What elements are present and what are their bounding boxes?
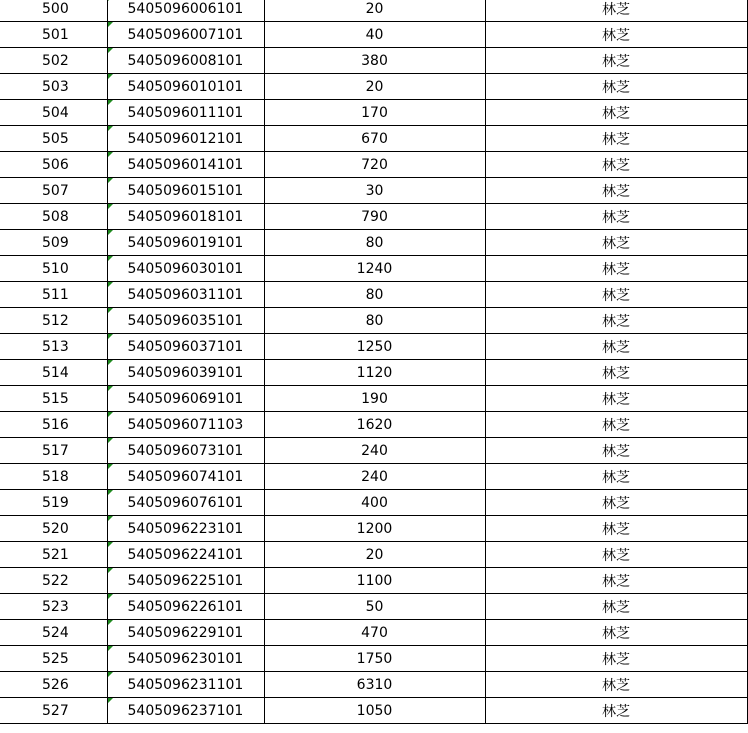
code-text: 5405096018101 <box>127 208 244 225</box>
code-cell[interactable] <box>107 152 264 178</box>
text-format-indicator-icon <box>108 646 113 651</box>
text-format-indicator-icon <box>108 672 113 677</box>
text-format-indicator-icon <box>108 0 113 1</box>
code-cell[interactable] <box>107 360 264 386</box>
code-text: 5405096074101 <box>127 468 244 485</box>
code-text: 5405096229101 <box>127 624 244 641</box>
amount-cell[interactable]: 40 <box>264 22 485 48</box>
table-row <box>0 0 747 22</box>
location-cell[interactable]: 林芝 <box>485 672 747 698</box>
table-row <box>0 516 747 542</box>
code-text: 5405096224101 <box>127 546 244 563</box>
location-cell[interactable]: 林芝 <box>485 74 747 100</box>
code-text: 5405096069101 <box>127 390 244 407</box>
code-text: 5405096008101 <box>127 52 244 69</box>
location-cell[interactable]: 林芝 <box>485 438 747 464</box>
row-index-cell[interactable]: 519 <box>0 490 107 516</box>
text-format-indicator-icon <box>108 490 113 495</box>
table-row <box>0 282 747 308</box>
amount-cell[interactable]: 30 <box>264 178 485 204</box>
location-cell[interactable]: 林芝 <box>485 464 747 490</box>
row-index-cell[interactable]: 512 <box>0 308 107 334</box>
row-index-cell[interactable]: 517 <box>0 438 107 464</box>
location-cell[interactable]: 林芝 <box>485 334 747 360</box>
row-index-cell[interactable]: 505 <box>0 126 107 152</box>
row-index-cell[interactable]: 526 <box>0 672 107 698</box>
amount-cell[interactable]: 240 <box>264 464 485 490</box>
text-format-indicator-icon <box>108 516 113 521</box>
amount-cell[interactable]: 1120 <box>264 360 485 386</box>
code-cell[interactable] <box>107 334 264 360</box>
amount-cell[interactable]: 80 <box>264 230 485 256</box>
text-format-indicator-icon <box>108 464 113 469</box>
code-text: 5405096015101 <box>127 182 244 199</box>
code-text: 5405096006101 <box>127 0 244 17</box>
row-index-cell[interactable]: 501 <box>0 22 107 48</box>
code-cell[interactable] <box>107 282 264 308</box>
code-cell[interactable] <box>107 0 264 22</box>
table-row <box>0 204 747 230</box>
text-format-indicator-icon <box>108 308 113 313</box>
location-cell[interactable]: 林芝 <box>485 230 747 256</box>
row-index-cell[interactable]: 510 <box>0 256 107 282</box>
location-cell[interactable]: 林芝 <box>485 100 747 126</box>
location-cell[interactable]: 林芝 <box>485 646 747 672</box>
table-row <box>0 438 747 464</box>
text-format-indicator-icon <box>108 334 113 339</box>
row-index-cell[interactable]: 525 <box>0 646 107 672</box>
location-cell[interactable]: 林芝 <box>485 152 747 178</box>
amount-cell[interactable]: 190 <box>264 386 485 412</box>
amount-cell[interactable]: 380 <box>264 48 485 74</box>
row-index-cell[interactable]: 516 <box>0 412 107 438</box>
location-cell[interactable]: 林芝 <box>485 516 747 542</box>
row-index-cell[interactable]: 503 <box>0 74 107 100</box>
location-cell[interactable]: 林芝 <box>485 386 747 412</box>
table-row <box>0 672 747 698</box>
text-format-indicator-icon <box>108 568 113 573</box>
code-cell[interactable] <box>107 230 264 256</box>
text-format-indicator-icon <box>108 360 113 365</box>
code-text: 5405096073101 <box>127 442 244 459</box>
location-cell[interactable]: 林芝 <box>485 542 747 568</box>
code-cell[interactable] <box>107 438 264 464</box>
code-text: 5405096007101 <box>127 26 244 43</box>
table-row <box>0 256 747 282</box>
row-index-cell[interactable]: 514 <box>0 360 107 386</box>
amount-cell[interactable]: 1250 <box>264 334 485 360</box>
amount-cell[interactable]: 20 <box>264 74 485 100</box>
table-row <box>0 308 747 334</box>
row-index-cell[interactable]: 521 <box>0 542 107 568</box>
table-row <box>0 230 747 256</box>
code-cell[interactable] <box>107 594 264 620</box>
location-cell[interactable]: 林芝 <box>485 126 747 152</box>
amount-cell[interactable]: 1620 <box>264 412 485 438</box>
table-row <box>0 594 747 620</box>
table-row <box>0 386 747 412</box>
text-format-indicator-icon <box>108 100 113 105</box>
code-cell[interactable] <box>107 568 264 594</box>
code-text: 5405096226101 <box>127 598 244 615</box>
code-text: 5405096010101 <box>127 78 244 95</box>
location-cell[interactable]: 林芝 <box>485 48 747 74</box>
code-cell[interactable] <box>107 126 264 152</box>
code-cell[interactable] <box>107 308 264 334</box>
location-cell[interactable]: 林芝 <box>485 594 747 620</box>
location-cell[interactable]: 林芝 <box>485 0 747 22</box>
row-index-cell[interactable]: 523 <box>0 594 107 620</box>
table-row <box>0 100 747 126</box>
code-cell[interactable] <box>107 256 264 282</box>
table-row <box>0 334 747 360</box>
amount-cell[interactable]: 1750 <box>264 646 485 672</box>
table-row <box>0 22 747 48</box>
code-cell[interactable] <box>107 516 264 542</box>
code-text: 5405096225101 <box>127 572 244 589</box>
amount-cell[interactable]: 20 <box>264 0 485 22</box>
row-index-cell[interactable]: 515 <box>0 386 107 412</box>
text-format-indicator-icon <box>108 542 113 547</box>
amount-cell[interactable]: 720 <box>264 152 485 178</box>
code-text: 5405096012101 <box>127 130 244 147</box>
row-index-cell[interactable]: 527 <box>0 698 107 724</box>
table-row <box>0 126 747 152</box>
amount-cell[interactable]: 50 <box>264 594 485 620</box>
code-cell[interactable] <box>107 74 264 100</box>
text-format-indicator-icon <box>108 126 113 131</box>
code-cell[interactable] <box>107 490 264 516</box>
table-row <box>0 620 747 646</box>
code-cell[interactable] <box>107 698 264 724</box>
table-row <box>0 152 747 178</box>
table-row <box>0 360 747 386</box>
code-cell[interactable] <box>107 646 264 672</box>
code-text: 5405096011101 <box>127 104 244 121</box>
text-format-indicator-icon <box>108 412 113 417</box>
table-row <box>0 698 747 724</box>
row-index-cell[interactable]: 508 <box>0 204 107 230</box>
code-cell[interactable] <box>107 464 264 490</box>
code-cell[interactable] <box>107 620 264 646</box>
text-format-indicator-icon <box>108 74 113 79</box>
table-row <box>0 568 747 594</box>
row-index-cell[interactable]: 504 <box>0 100 107 126</box>
code-text: 5405096030101 <box>127 260 244 277</box>
text-format-indicator-icon <box>108 282 113 287</box>
amount-cell[interactable]: 80 <box>264 308 485 334</box>
code-cell[interactable] <box>107 48 264 74</box>
text-format-indicator-icon <box>108 152 113 157</box>
table-row <box>0 542 747 568</box>
code-text: 5405096223101 <box>127 520 244 537</box>
code-cell[interactable] <box>107 542 264 568</box>
location-cell[interactable]: 林芝 <box>485 256 747 282</box>
amount-cell[interactable]: 1050 <box>264 698 485 724</box>
code-text: 5405096037101 <box>127 338 244 355</box>
code-text: 5405096071103 <box>127 416 244 433</box>
text-format-indicator-icon <box>108 256 113 261</box>
code-text: 5405096031101 <box>127 286 244 303</box>
amount-cell[interactable]: 400 <box>264 490 485 516</box>
code-cell[interactable] <box>107 178 264 204</box>
code-text: 5405096231101 <box>127 676 244 693</box>
code-text: 5405096039101 <box>127 364 244 381</box>
amount-cell[interactable]: 6310 <box>264 672 485 698</box>
row-index-cell[interactable]: 507 <box>0 178 107 204</box>
row-index-cell[interactable]: 524 <box>0 620 107 646</box>
code-text: 5405096014101 <box>127 156 244 173</box>
row-index-cell[interactable]: 518 <box>0 464 107 490</box>
amount-cell[interactable]: 1100 <box>264 568 485 594</box>
amount-cell[interactable]: 470 <box>264 620 485 646</box>
row-index-cell[interactable]: 500 <box>0 0 107 22</box>
location-cell[interactable]: 林芝 <box>485 178 747 204</box>
text-format-indicator-icon <box>108 230 113 235</box>
text-format-indicator-icon <box>108 204 113 209</box>
text-format-indicator-icon <box>108 594 113 599</box>
table-row <box>0 74 747 100</box>
table-row <box>0 178 747 204</box>
text-format-indicator-icon <box>108 22 113 27</box>
code-cell[interactable] <box>107 204 264 230</box>
table-row <box>0 464 747 490</box>
amount-cell[interactable]: 240 <box>264 438 485 464</box>
amount-cell[interactable]: 80 <box>264 282 485 308</box>
location-cell[interactable]: 林芝 <box>485 204 747 230</box>
text-format-indicator-icon <box>108 620 113 625</box>
amount-cell[interactable]: 790 <box>264 204 485 230</box>
amount-cell[interactable]: 170 <box>264 100 485 126</box>
amount-cell[interactable]: 20 <box>264 542 485 568</box>
location-cell[interactable]: 林芝 <box>485 568 747 594</box>
row-index-cell[interactable]: 520 <box>0 516 107 542</box>
code-cell[interactable] <box>107 412 264 438</box>
amount-cell[interactable]: 1200 <box>264 516 485 542</box>
table-row <box>0 48 747 74</box>
text-format-indicator-icon <box>108 698 113 703</box>
location-cell[interactable]: 林芝 <box>485 308 747 334</box>
location-cell[interactable]: 林芝 <box>485 620 747 646</box>
code-text: 5405096019101 <box>127 234 244 251</box>
location-cell[interactable]: 林芝 <box>485 698 747 724</box>
row-index-cell[interactable]: 502 <box>0 48 107 74</box>
table-row <box>0 646 747 672</box>
code-cell[interactable] <box>107 100 264 126</box>
row-index-cell[interactable]: 509 <box>0 230 107 256</box>
code-cell[interactable] <box>107 22 264 48</box>
row-index-cell[interactable]: 511 <box>0 282 107 308</box>
location-cell[interactable]: 林芝 <box>485 360 747 386</box>
code-text: 5405096230101 <box>127 650 244 667</box>
code-text: 5405096035101 <box>127 312 244 329</box>
code-text: 5405096237101 <box>127 702 244 719</box>
text-format-indicator-icon <box>108 48 113 53</box>
code-cell[interactable] <box>107 386 264 412</box>
location-cell[interactable]: 林芝 <box>485 490 747 516</box>
location-cell[interactable]: 林芝 <box>485 282 747 308</box>
amount-cell[interactable]: 1240 <box>264 256 485 282</box>
location-cell[interactable]: 林芝 <box>485 22 747 48</box>
table-row <box>0 490 747 516</box>
row-index-cell[interactable]: 522 <box>0 568 107 594</box>
text-format-indicator-icon <box>108 386 113 391</box>
row-index-cell[interactable]: 506 <box>0 152 107 178</box>
amount-cell[interactable]: 670 <box>264 126 485 152</box>
table-row <box>0 412 747 438</box>
location-cell[interactable]: 林芝 <box>485 412 747 438</box>
code-text: 5405096076101 <box>127 494 244 511</box>
code-cell[interactable] <box>107 672 264 698</box>
text-format-indicator-icon <box>108 438 113 443</box>
row-index-cell[interactable]: 513 <box>0 334 107 360</box>
text-format-indicator-icon <box>108 178 113 183</box>
